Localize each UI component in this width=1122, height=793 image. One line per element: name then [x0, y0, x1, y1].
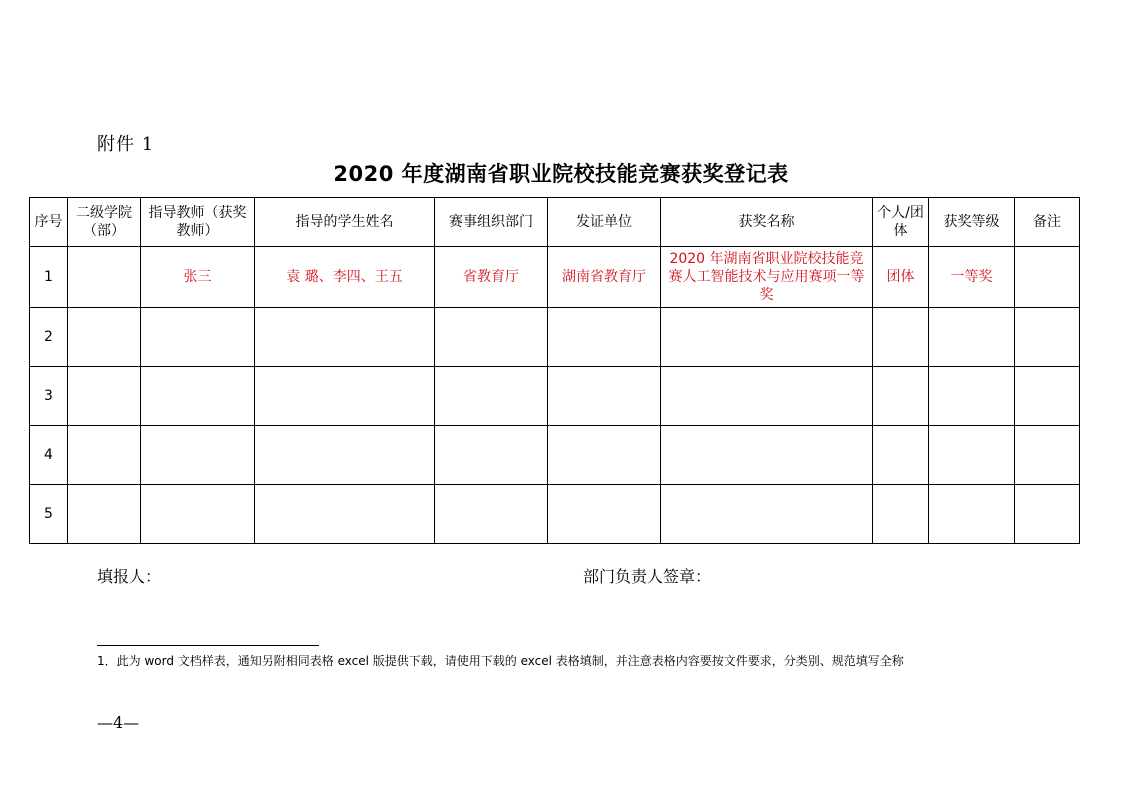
cell-organizer — [435, 426, 548, 485]
table-row — [30, 426, 1080, 485]
cell-students — [255, 485, 435, 544]
cell-issuer — [548, 426, 661, 485]
header-level: 获奖等级 — [929, 198, 1015, 247]
cell-teacher — [141, 308, 255, 367]
cell-teacher: 张三 — [141, 247, 255, 308]
cell-college — [68, 426, 141, 485]
page-number: —4— — [97, 713, 140, 732]
cell-students: 袁 璐、李四、王五 — [255, 247, 435, 308]
header-teacher: 指导教师（获奖教师） — [141, 198, 255, 247]
table-row — [30, 485, 1080, 544]
header-students: 指导的学生姓名 — [255, 198, 435, 247]
cell-level — [929, 367, 1015, 426]
cell-college — [68, 247, 141, 308]
table-row — [30, 308, 1080, 367]
cell-award-name — [661, 485, 873, 544]
cell-type — [873, 308, 929, 367]
cell-organizer — [435, 308, 548, 367]
table-row — [30, 247, 1080, 308]
cell-type: 团体 — [873, 247, 929, 308]
cell-issuer: 湖南省教育厅 — [548, 247, 661, 308]
cell-teacher — [141, 485, 255, 544]
cell-seq: 2 — [30, 308, 68, 367]
cell-type — [873, 426, 929, 485]
cell-award-name — [661, 426, 873, 485]
page-title: 2020 年度湖南省职业院校技能竞赛获奖登记表 — [333, 162, 789, 186]
header-remark: 备注 — [1015, 198, 1080, 247]
dept-sign-label: 部门负责人签章： — [583, 567, 712, 586]
header-seq: 序号 — [30, 198, 68, 247]
cell-level: 一等奖 — [929, 247, 1015, 308]
cell-seq: 1 — [30, 247, 68, 308]
cell-issuer — [548, 367, 661, 426]
attachment-label: 附件 1 — [97, 134, 155, 155]
cell-level — [929, 426, 1015, 485]
cell-type — [873, 485, 929, 544]
header-issuer: 发证单位 — [548, 198, 661, 247]
cell-seq: 3 — [30, 367, 68, 426]
table-row — [30, 367, 1080, 426]
cell-organizer — [435, 367, 548, 426]
cell-issuer — [548, 308, 661, 367]
cell-teacher — [141, 367, 255, 426]
cell-award-name — [661, 367, 873, 426]
cell-organizer: 省教育厅 — [435, 247, 548, 308]
cell-award-name — [661, 308, 873, 367]
header-type: 个人/团体 — [873, 198, 929, 247]
cell-seq: 4 — [30, 426, 68, 485]
award-registration-table — [29, 197, 1080, 544]
cell-remark — [1015, 367, 1080, 426]
cell-organizer — [435, 485, 548, 544]
cell-type — [873, 367, 929, 426]
cell-students — [255, 367, 435, 426]
cell-students — [255, 426, 435, 485]
cell-issuer — [548, 485, 661, 544]
cell-level — [929, 485, 1015, 544]
header-organizer: 赛事组织部门 — [435, 198, 548, 247]
table-header-row — [30, 198, 1080, 247]
filler-label: 填报人： — [97, 567, 162, 586]
cell-seq: 5 — [30, 485, 68, 544]
cell-teacher — [141, 426, 255, 485]
cell-remark — [1015, 247, 1080, 308]
cell-college — [68, 308, 141, 367]
cell-college — [68, 367, 141, 426]
cell-remark — [1015, 485, 1080, 544]
cell-remark — [1015, 308, 1080, 367]
footnote-divider — [97, 645, 319, 646]
cell-award-name: 2020 年湖南省职业院校技能竞赛人工智能技术与应用赛项一等奖 — [661, 247, 873, 308]
cell-college — [68, 485, 141, 544]
footnote: 1．此为 word 文档样表，通知另附相同表格 excel 版提供下载，请使用下载的 excel 表格填制，并注意表格内容要按文件要求，分类别、规范填写全称 — [97, 654, 904, 668]
cell-level — [929, 308, 1015, 367]
cell-students — [255, 308, 435, 367]
header-college: 二级学院（部） — [68, 198, 141, 247]
header-award-name: 获奖名称 — [661, 198, 873, 247]
cell-remark — [1015, 426, 1080, 485]
